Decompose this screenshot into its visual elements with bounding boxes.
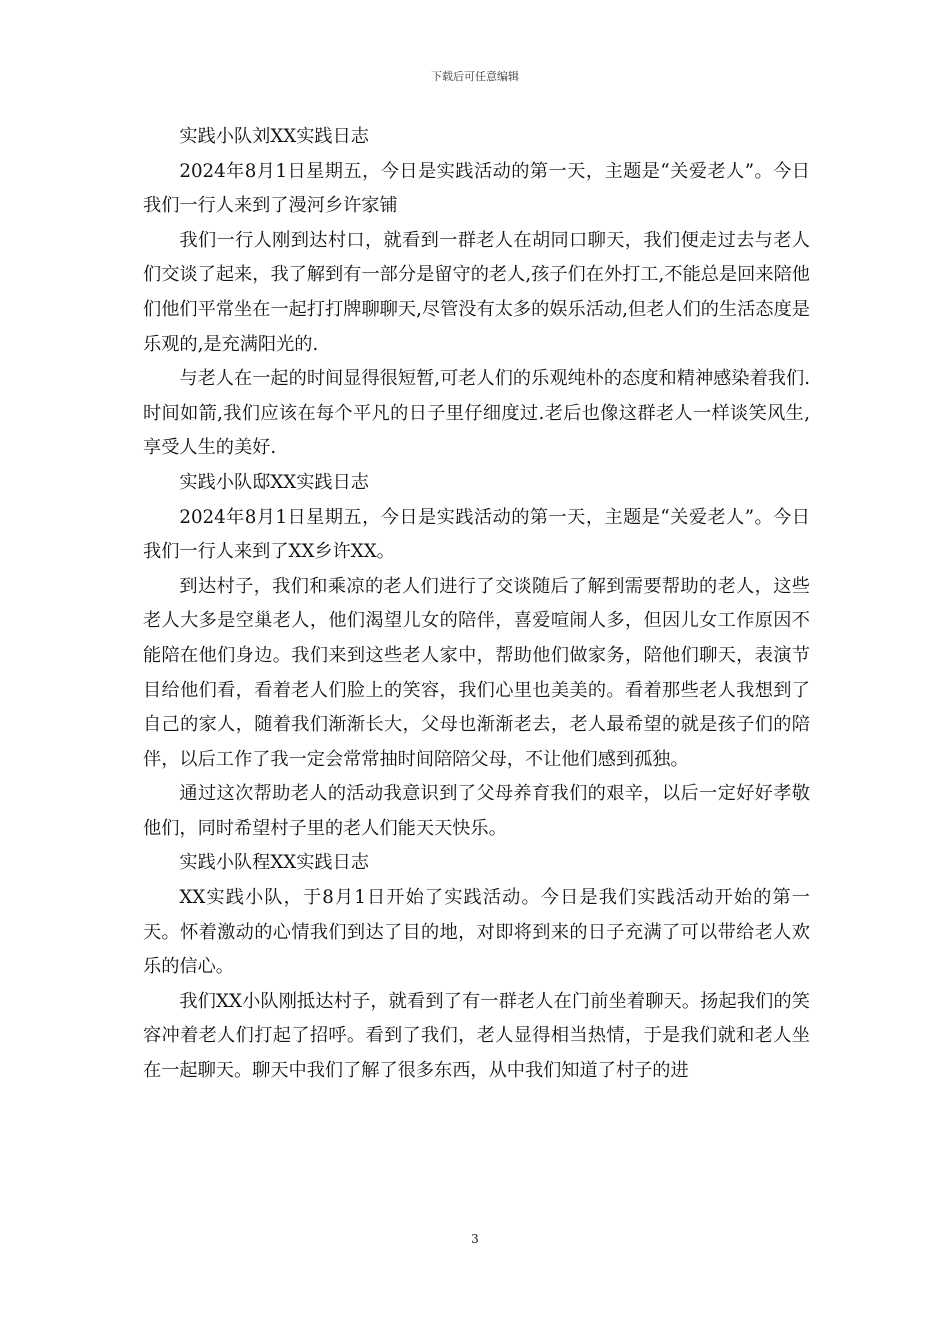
paragraph: 与老人在一起的时间显得很短暂,可老人们的乐观纯朴的态度和精神感染着我们.时间如箭,我们应该在每个平凡的日子里仔细度过.老后也像这群老人一样谈笑风生,享受人生的美好.	[143, 368, 810, 459]
document-body	[143, 120, 810, 1089]
paragraph: 通过这次帮助老人的活动我意识到了父母养育我们的艰辛，以后一定好好孝敬他们，同时希望村子里的老人们能天天快乐。	[143, 783, 810, 839]
log-title-liu: 实践小队刘XX实践日志	[179, 126, 369, 147]
paragraph: XX实践小队，于8月1日开始了实践活动。今日是我们实践活动开始的第一天。怀着激动的心情我们到达了目的地，对即将到来的日子充满了可以带给老人欢乐的信心。	[143, 887, 810, 978]
paragraph: 到达村子，我们和乘凉的老人们进行了交谈随后了解到需要帮助的老人，这些老人大多是空巢老人，他们渴望儿女的陪伴，喜爱喧闹人多，但因儿女工作原因不能陪在他们身边。我们来到这些老人家中，帮助他们做家务，陪他们聊天，表演节目给他们看，看着老人们脸上的笑容，我们心里也美美的。看着那些老人我想到了自己的家人，随着我们渐渐长大，父母也渐渐老去，老人最希望的就是孩子们的陪伴，以后工作了我一定会常常抽时间陪陪父母，不让他们感到孤独。	[143, 575, 810, 770]
paragraph: 2024年8月1日星期五，今日是实践活动的第一天，主题是“关爱老人”。今日我们一行人来到了漫河乡许家铺	[143, 160, 810, 217]
paragraph: 2024年8月1日星期五，今日是实践活动的第一天，主题是“关爱老人”。今日我们一行人来到了XX乡许XX。	[143, 506, 810, 563]
paragraph: 我们XX小队刚抵达村子，就看到了有一群老人在门前坐着聊天。扬起我们的笑容冲着老人们打起了招呼。看到了我们，老人显得相当热情，于是我们就和老人坐在一起聊天。聊天中我们了解了很多东西，从中我们知道了村子的进	[143, 990, 810, 1082]
page-number: 3	[471, 1232, 479, 1246]
paragraph: 我们一行人刚到达村口，就看到一群老人在胡同口聊天，我们便走过去与老人们交谈了起来，我了解到有一部分是留守的老人,孩子们在外打工,不能总是回来陪他们他们平常坐在一起打打牌聊聊天,尽管没有太多的娱乐活动,但老人们的生活态度是乐观的,是充满阳光的.	[143, 229, 810, 355]
log-title-di: 实践小队邸XX实践日志	[179, 471, 369, 493]
log-title-cheng: 实践小队程XX实践日志	[179, 852, 369, 874]
page-header: 下载后可任意编辑	[431, 70, 519, 83]
